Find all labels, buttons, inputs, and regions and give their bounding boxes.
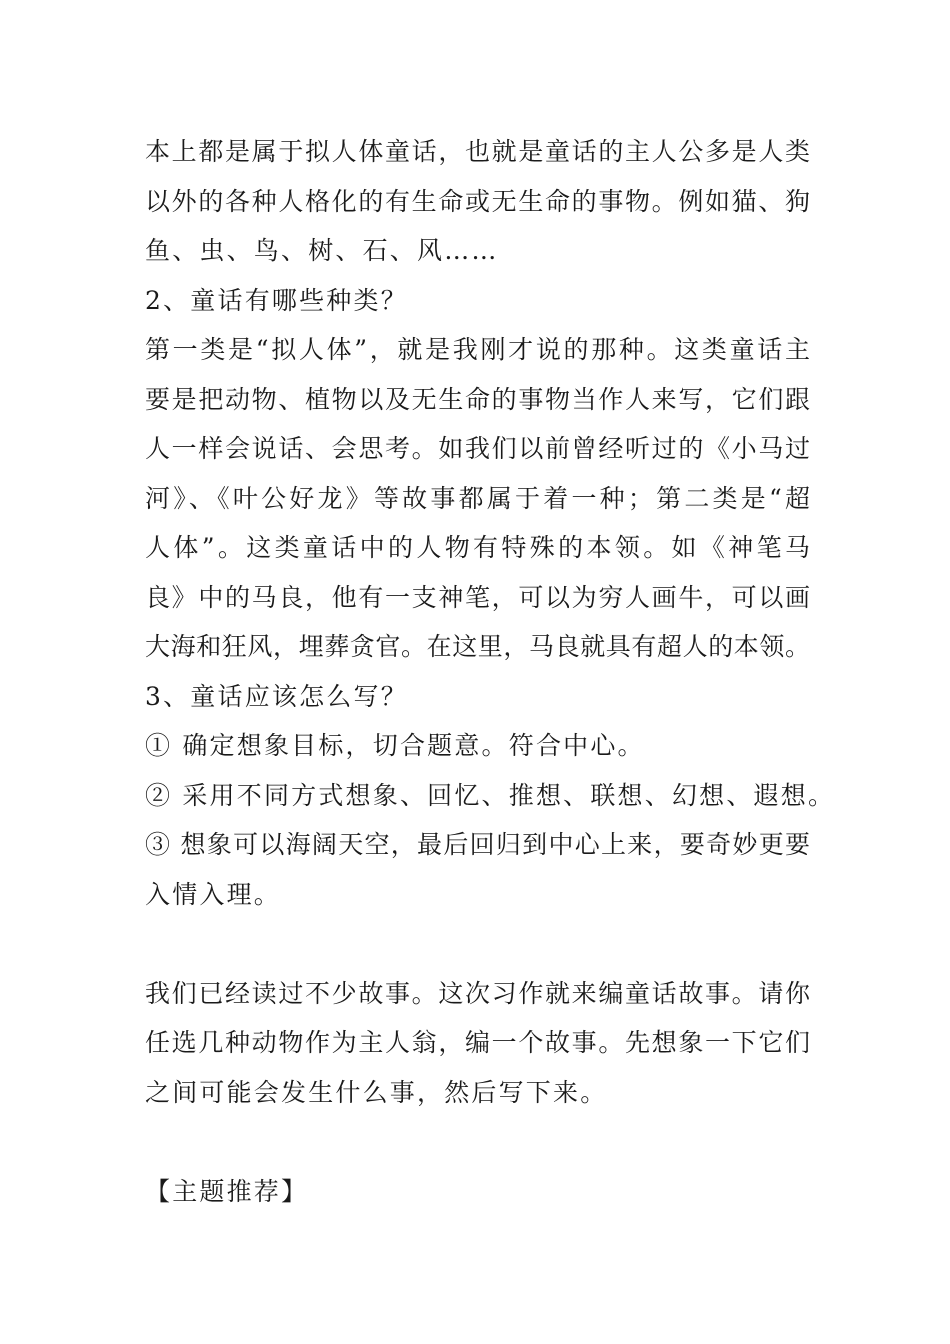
list-item: ① 确定想象目标，切合题意。符合中心。 — [145, 731, 645, 760]
blank-line — [145, 1117, 810, 1167]
text-line: 入情入理。 — [145, 879, 282, 909]
text-line: 人体”。这类童话中的人物有特殊的本领。如《神笔马 — [145, 533, 810, 562]
text-line: 大海和狂风，埋葬贪官。在这里，马良就具有超人的本领。 — [145, 632, 810, 661]
section-heading: 3、童话应该怎么写？ — [145, 681, 408, 711]
text-line: 第一类是“拟人体”，就是我刚才说的那种。这类童话主 — [145, 335, 810, 364]
text-line: 我们已经读过不少故事。这次习作就来编童话故事。请你 — [145, 978, 810, 1008]
text-line: 任选几种动物作为主人翁，编一个故事。先想象一下它们 — [145, 1028, 810, 1057]
text-line: 之间可能会发生什么事，然后写下来。 — [145, 1077, 608, 1107]
section-title: 【主题推荐】 — [145, 1176, 309, 1206]
text-line: 要是把动物、植物以及无生命的事物当作人来写，它们跟 — [145, 384, 810, 414]
list-item: ② 采用不同方式想象、回忆、推想、联想、幻想、遐想。 — [145, 780, 836, 810]
text-line: 以外的各种人格化的有生命或无生命的事物。例如猫、狗 — [145, 186, 810, 216]
document-body — [145, 127, 836, 1216]
text-line: 河》、《叶公好龙》等故事都属于着一种；第二类是“超 — [145, 483, 810, 513]
text-line: 人一样会说话、会思考。如我们以前曾经听过的《小马过 — [145, 434, 810, 463]
text-line: 鱼、虫、鸟、树、石、风…… — [145, 236, 499, 265]
text-line: 良》中的马良，他有一支神笔，可以为穷人画牛，可以画 — [145, 582, 810, 612]
blank-line — [145, 919, 810, 969]
text-line: 本上都是属于拟人体童话，也就是童话的主人公多是人类 — [145, 137, 810, 166]
list-item: ③ 想象可以海阔天空，最后回归到中心上来，要奇妙更要 — [145, 830, 810, 859]
section-heading: 2、童话有哪些种类？ — [145, 285, 408, 315]
